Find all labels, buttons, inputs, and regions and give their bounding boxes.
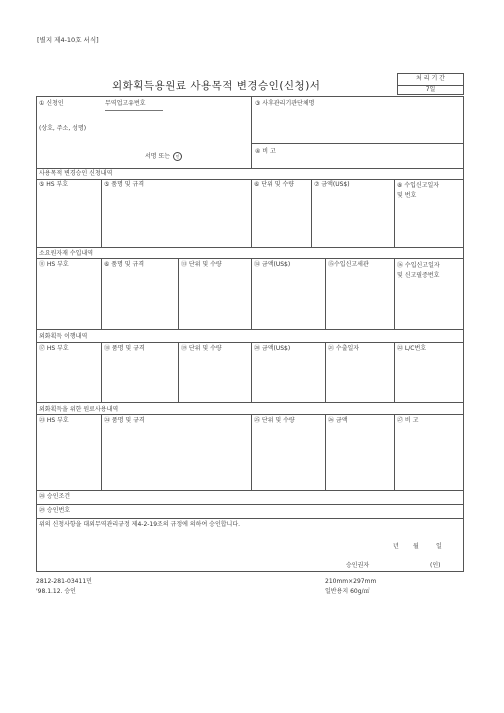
- post-agency-label: ③ 사후관리기관단체명: [255, 100, 315, 107]
- section-fx-header: 외화획득 이행내역: [39, 333, 88, 340]
- processing-period-value: 7일: [425, 86, 436, 93]
- approver-seal: (인): [430, 562, 441, 569]
- import-col-customs: ⑮수입신고세관: [328, 261, 369, 268]
- signature-label: 서명 또는: [145, 153, 171, 160]
- import-col-hs: ⑪ HS 부호: [39, 261, 69, 268]
- change-col-unit-qty: ⑥ 단위 및 수량: [254, 181, 295, 188]
- fx-col-hs: ⑰ HS 부호: [39, 345, 69, 352]
- date-month-label: 월: [413, 543, 419, 550]
- import-col-declaration: ⑯ 수입신고일자 및 신고필증번호: [397, 262, 440, 279]
- change-col-amount: ⑦ 금액(US$): [314, 181, 350, 188]
- plan-col-unit-qty: ㉕ 단위 및 수량: [254, 417, 295, 424]
- change-col-import-date: ⑧ 수입신고일자 및 번호: [397, 182, 440, 199]
- footer-paper-size: 210mm×297mm: [325, 578, 377, 585]
- footer-approval-date: '98.1.12. 승인: [36, 588, 76, 595]
- fx-col-amount: ⑳ 금액(US$): [254, 345, 291, 352]
- section-plan-header: 외화획득을 위한 원료사용내역: [39, 406, 119, 413]
- import-col-item: ⑥ 품명 및 규격: [104, 261, 145, 268]
- processing-period-box: [397, 73, 464, 95]
- form-title: 외화획득용원료 사용목적 변경승인(신청)서: [112, 80, 321, 92]
- plan-col-remarks: ㉗ 비 고: [397, 417, 419, 424]
- signature-area: [145, 152, 182, 161]
- trade-id-label: 무역업고유번호: [105, 100, 146, 107]
- change-col-hs: ⑤ HS 부호: [39, 181, 69, 188]
- footer-form-code: 2812-281-03411민: [36, 578, 92, 585]
- approval-conditions-label: ㉘ 승인조건: [39, 493, 71, 500]
- seal-mark: 인: [173, 152, 182, 161]
- date-day-label: 일: [436, 543, 442, 550]
- applicant-name-label: (상호, 주소, 성명): [39, 125, 87, 132]
- import-col-amount: ⑭ 금액(US$): [254, 261, 291, 268]
- approval-number-label: ㉙ 승인번호: [39, 507, 71, 514]
- fx-col-item: ⑱ 품명 및 규격: [104, 345, 145, 352]
- footer-paper-weight: 일반용지 60g/㎡: [325, 588, 370, 595]
- plan-col-item: ㉔ 품명 및 규격: [104, 417, 145, 424]
- fx-col-export-date: ㉑ 수출일자: [328, 345, 360, 352]
- approver-label: 승인권자: [346, 562, 370, 569]
- fx-col-lc-number: ㉒ L/C번호: [397, 345, 427, 352]
- fx-col-unit-qty: ⑲ 단위 및 수량: [181, 345, 222, 352]
- approval-statement: 위의 신청사항을 대외무역관리규정 제4-2-19조의 규정에 의하여 승인합니다.: [39, 521, 241, 528]
- processing-period-label: 처 리 기 간: [416, 75, 445, 82]
- plan-col-amount: ㉖ 금액: [328, 417, 348, 424]
- remarks-label: ④ 비 고: [255, 148, 276, 155]
- import-col-unit-qty: ⑬ 단위 및 수량: [181, 261, 222, 268]
- plan-col-hs: ㉓ HS 부호: [39, 417, 69, 424]
- section-import-header: 소요원자재 수입내역: [39, 250, 94, 257]
- form-number: [별지 제4-10호 서식]: [37, 36, 99, 44]
- change-col-item: ⑤ 품명 및 규격: [104, 181, 145, 188]
- applicant-label: ① 신청인: [39, 100, 64, 107]
- section-change-header: 사용목적 변경승인 신청내역: [39, 170, 113, 177]
- trade-id-underline: [105, 110, 163, 111]
- date-year-label: 년: [393, 543, 399, 550]
